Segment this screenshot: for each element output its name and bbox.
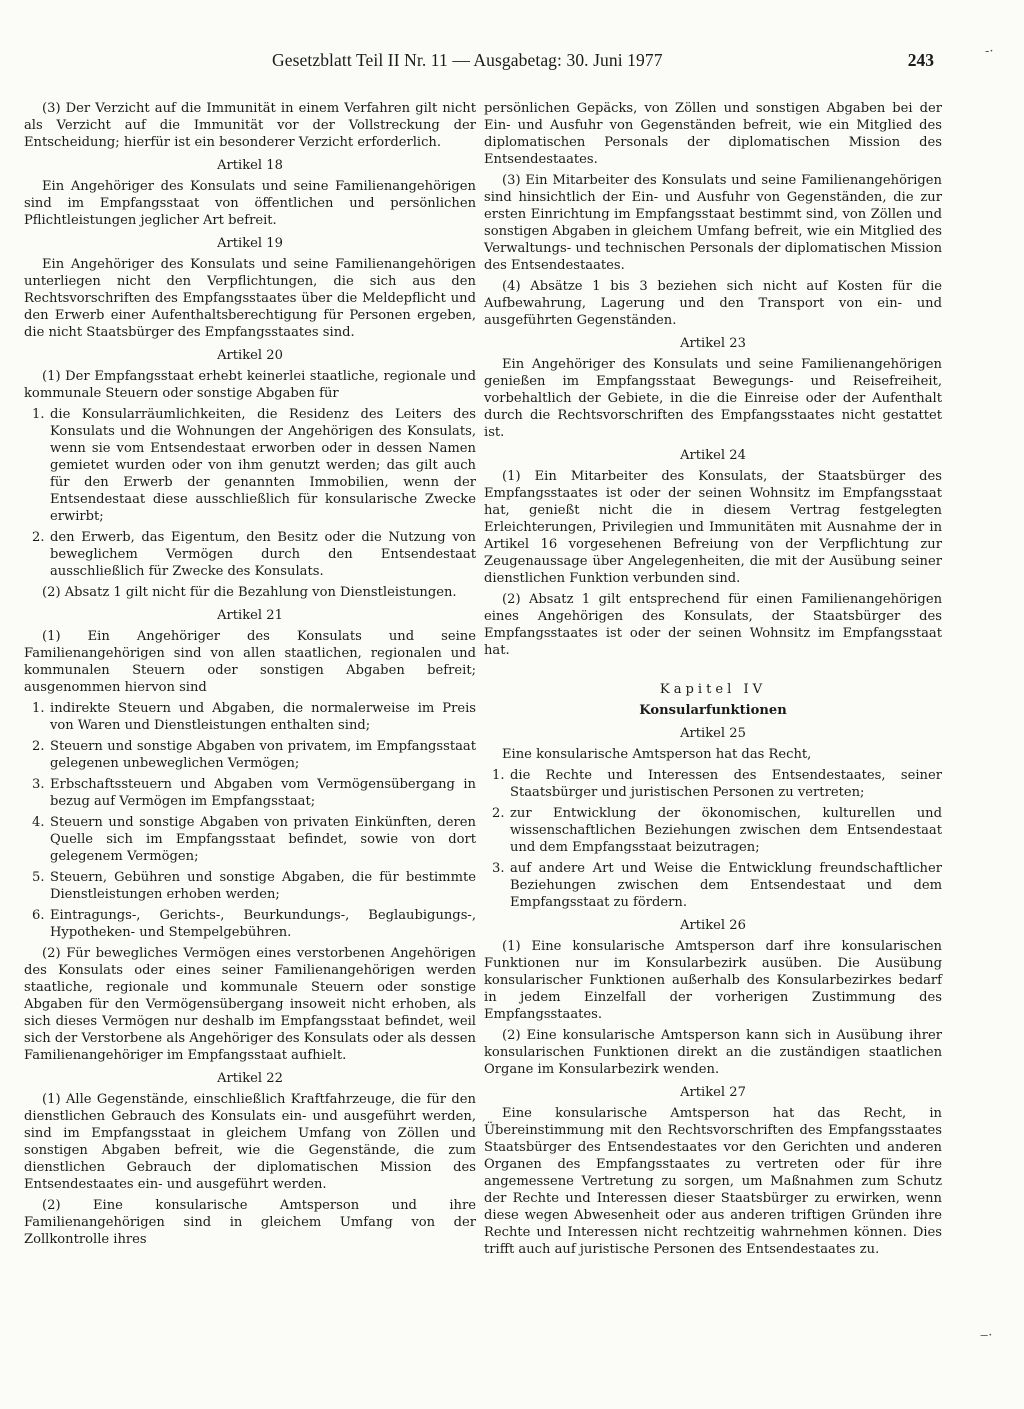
list-text: Steuern und sonstige Abgaben von privaten Einkünften, deren Quelle sich im Empfangsstaat befindet, sowie von dort gelegenem Vermögen; (50, 815, 476, 864)
list-number: 2. (32, 739, 45, 754)
list-text: die Rechte und Interessen des Entsendestaates, seiner Staatsbürger und juristischen Personen zu vertreten; (510, 768, 942, 800)
list-text: die Konsularräumlichkeiten, die Residenz des Leiters des Konsulats und die Wohnungen der Angehörigen des Konsulats, wenn sie vom Entsendestaat erworben oder in dessen Namen gemietet wurden oder von ihm genutzt werden; das gilt auch für den Erwerb der genannten Immobilien, wenn der Entsendestaat diese ausschließlich für konsularische Zwecke erwirbt; (50, 407, 476, 524)
paragraph: (1) Alle Gegenstände, einschließlich Kraftfahrzeuge, die für den dienstlichen Gebrauch des Konsulats ein- und ausgeführt werden, sind im Empfangsstaat in gleichem Umfang von Zöllen und sonstigen Abgaben befreit, wie die Gegenstände, die zum dienstlichen Gebrauch der diplomatischen Mission des Entsendestaates ein- und ausgeführt werden. (24, 1092, 476, 1192)
list-number: 5. (32, 870, 45, 885)
list-item (24, 907, 476, 941)
paragraph: (1) Der Empfangsstaat erhebt keinerlei staatliche, regionale und kommunale Steuern oder sonstige Abgaben für (24, 369, 476, 401)
numbered-list (484, 767, 942, 911)
article-heading: Artikel 23 (680, 336, 746, 351)
article-heading: Artikel 27 (680, 1085, 746, 1100)
list-number: 1. (32, 701, 45, 716)
article-heading: Artikel 22 (217, 1071, 283, 1086)
list-number: 6. (32, 908, 45, 923)
list-item (24, 700, 476, 734)
article-heading: Artikel 24 (680, 448, 746, 463)
page-number: 243 (907, 50, 934, 70)
paragraph: (2) Absatz 1 gilt entsprechend für einen Familienangehörigen eines Angehörigen des Konsulats, der Staatsbürger des Empfangsstaates ist oder der seinen Wohnsitz im Empfangsstaat hat. (484, 592, 942, 658)
right-column (484, 100, 942, 1262)
paragraph: (1) Ein Mitarbeiter des Konsulats, der Staatsbürger des Empfangsstaates ist oder der seinen Wohnsitz im Empfangsstaat hat, genießt nicht die in diesem Vertrag festgelegten Erleichterungen, Privilegien und Immunitäten mit Ausnahme der in Artikel 16 vorgesehenen Befreiung von der Verpflichtung zur Zeugenaussage über Angelegenheiten, die mit der Ausübung seiner dienstlichen Funktion verbunden sind. (484, 469, 942, 586)
list-item (24, 738, 476, 772)
page-header (272, 50, 934, 76)
list-item (484, 805, 942, 856)
article-heading: Artikel 18 (217, 158, 283, 173)
list-number: 3. (492, 861, 505, 876)
list-item (484, 767, 942, 801)
chapter-title: Konsularfunktionen (639, 703, 787, 718)
list-item (24, 814, 476, 865)
list-item (484, 860, 942, 911)
list-number: 1. (492, 768, 505, 783)
article-heading: Artikel 26 (680, 918, 746, 933)
paragraph: (2) Eine konsularische Amtsperson und ihre Familienangehörigen sind in gleichem Umfang von der Zollkontrolle ihres (24, 1198, 476, 1247)
article-heading: Artikel 19 (217, 236, 283, 251)
paragraph: (2) Für bewegliches Vermögen eines verstorbenen Angehörigen des Konsulats oder eines seiner Familienangehörigen werden staatliche, regionale und kommunale Steuern oder sonstige Abgaben für den Vermögensübergang insoweit nicht erhoben, als sich dieses Vermögen nur deshalb im Empfangsstaat befindet, weil sich der Verstorbene als Angehöriger des Konsulats oder als dessen Familienangehöriger im Empfangsstaat aufhielt. (24, 946, 476, 1063)
list-text: indirekte Steuern und Abgaben, die normalerweise im Preis von Waren und Dienstleistungen enthalten sind; (50, 701, 476, 733)
list-text: zur Entwicklung der ökonomischen, kulturellen und wissenschaftlichen Beziehungen zwischen dem Entsendestaat und dem Empfangsstaat beizutragen; (510, 806, 942, 855)
numbered-list (24, 406, 476, 580)
paragraph: (2) Absatz 1 gilt nicht für die Bezahlung von Dienstleistungen. (42, 585, 457, 600)
paragraph: Ein Angehöriger des Konsulats und seine Familienangehörigen sind im Empfangsstaat von öffentlichen und persönlichen Pflichtleistungen jeglicher Art befreit. (24, 179, 476, 228)
list-number: 2. (492, 806, 505, 821)
header-title: Gesetzblatt Teil II Nr. 11 — Ausgabetag: 30. Juni 1977 (272, 50, 663, 70)
paragraph: persönlichen Gepäcks, von Zöllen und sonstigen Abgaben bei der Ein- und Ausfuhr von Gegenständen befreit, wie ein Mitglied des diplomatischen Personals der diplomatischen Mission des Entsendestaates. (484, 101, 942, 167)
numbered-list (24, 700, 476, 941)
paragraph: (1) Eine konsularische Amtsperson darf ihre konsularischen Funktionen nur im Konsularbezirk ausüben. Die Ausübung konsularischer Funktionen außerhalb des Konsularbezirkes bedarf in jedem Einzelfall der vorherigen Zustimmung des Empfangsstaates. (484, 939, 942, 1022)
list-number: 3. (32, 777, 45, 792)
list-number: 4. (32, 815, 45, 830)
paragraph: Ein Angehöriger des Konsulats und seine Familienangehörigen genießen im Empfangsstaat Bewegungs- und Reisefreiheit, vorbehaltlich der Gebiete, in die die Einreise oder der Aufenthalt durch die Rechtsvorschriften des Empfangsstaates nicht gestattet ist. (484, 357, 942, 440)
paragraph: (1) Ein Angehöriger des Konsulats und seine Familienangehörigen sind von allen staatlichen, regionalen und kommunalen Steuern oder sonstigen Abgaben befreit; ausgenommen hiervon sind (24, 629, 476, 695)
article-heading: Artikel 21 (217, 608, 283, 623)
list-text: auf andere Art und Weise die Entwicklung freundschaftlicher Beziehungen zwischen dem Entsendestaat und dem Empfangsstaat zu fördern. (510, 861, 942, 910)
paragraph: Eine konsularische Amtsperson hat das Recht, in Übereinstimmung mit den Rechtsvorschriften des Empfangsstaates Staatsbürger des Entsendestaates vor den Gerichten und anderen Organen des Empfangsstaates zu vertreten oder für ihre angemessene Vertretung zu sorgen, um Maßnahmen zum Schutz der Rechte und Interessen dieser Staatsbürger zu erwirken, wenn diese wegen Abwesenheit oder aus anderen triftigen Gründen ihre Rechte und Interessen nicht rechtzeitig wahrnehmen können. Dies trifft auch auf juristische Personen des Entsendestaates zu. (484, 1106, 942, 1257)
list-text: den Erwerb, das Eigentum, den Besitz oder die Nutzung von beweglichem Vermögen durch den Entsendestaat ausschließlich für Zwecke des Konsulats. (50, 530, 476, 579)
list-text: Steuern und sonstige Abgaben von privatem, im Empfangsstaat gelegenen unbeweglichen Vermögen; (50, 739, 476, 771)
list-item (24, 776, 476, 810)
margin-mark: ‒· (980, 1328, 993, 1343)
chapter-label: Kapitel IV (659, 682, 767, 697)
list-number: 1. (32, 407, 45, 422)
paragraph: (4) Absätze 1 bis 3 beziehen sich nicht auf Kosten für die Aufbewahrung, Lagerung und den Transport von ein- und ausgeführten Gegenständen. (484, 279, 942, 328)
list-text: Erbschaftssteuern und Abgaben vom Vermögensübergang in bezug auf Vermögen im Empfangsstaat; (50, 777, 476, 809)
list-text: Steuern, Gebühren und sonstige Abgaben, die für bestimmte Dienstleistungen erhoben werden; (50, 870, 476, 902)
article-heading: Artikel 25 (680, 726, 746, 741)
paragraph: (2) Eine konsularische Amtsperson kann sich in Ausübung ihrer konsularischen Funktionen direkt an die zuständigen staatlichen Organe im Konsularbezirk wenden. (484, 1028, 942, 1077)
list-item (24, 869, 476, 903)
paragraph: (3) Ein Mitarbeiter des Konsulats und seine Familienangehörigen sind hinsichtlich der Ein- und Ausfuhr von Gegenständen, die zur ersten Einrichtung im Empfangsstaat bestimmt sind, von Zöllen und sonstigen Abgaben in gleichem Umfang befreit, wie ein Mitglied des Verwaltungs- und technischen Personals der diplomatischen Mission des Entsendestaates. (484, 173, 942, 273)
paragraph: (3) Der Verzicht auf die Immunität in einem Verfahren gilt nicht als Verzicht auf die Immunität vor der Vollstreckung der Entscheidung; hierfür ist ein besonderer Verzicht erforderlich. (24, 101, 476, 150)
paragraph: Ein Angehöriger des Konsulats und seine Familienangehörigen unterliegen nicht den Verpflichtungen, die sich aus den Rechtsvorschriften des Empfangsstaates über die Meldepflicht und den Erwerb einer Aufenthaltsberechtigung für Personen ergeben, die nicht Staatsbürger des Empfangsstaates sind. (24, 257, 476, 340)
list-item (24, 529, 476, 580)
paragraph: Eine konsularische Amtsperson hat das Recht, (502, 747, 812, 762)
list-text: Eintragungs-, Gerichts-, Beurkundungs-, Beglaubigungs-, Hypotheken- und Stempelgebühren. (50, 908, 476, 940)
article-heading: Artikel 20 (217, 348, 283, 363)
list-number: 2. (32, 530, 45, 545)
list-item (24, 406, 476, 525)
margin-mark: -· (985, 44, 994, 59)
left-column (24, 100, 476, 1252)
